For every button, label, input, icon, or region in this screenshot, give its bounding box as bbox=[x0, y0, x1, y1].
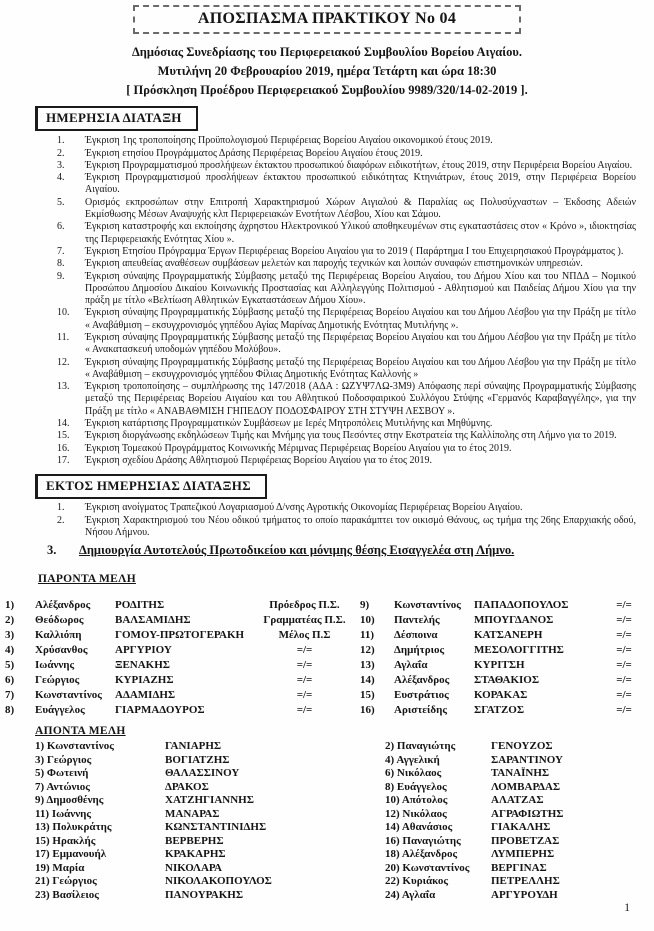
present-members-section bbox=[0, 598, 654, 718]
absent-member-first-name: Μαρία bbox=[52, 861, 85, 874]
agenda-item-text: Έγκριση σύναψης Προγραμματικής Σύμβασης μεταξύ της Περιφέρειας Βορείου Αιγαίου και του Δήμου Λέσβου για την Πράξη με τίτλο « Αναβάθμιση – εκσυγχρονισμός γηπέδου Φίλιας Δημοτικής Ενότητας Καλλονής » bbox=[85, 356, 636, 380]
absent-member-last-name: ΛΥΜΠΕΡΗΣ bbox=[491, 848, 555, 861]
absent-member-last-name: ΝΙΚΟΛΑΡΑ bbox=[165, 861, 222, 874]
extra-agenda-item-number: 1. bbox=[57, 502, 65, 514]
absent-member-number: 18) bbox=[385, 848, 400, 861]
absent-member-name bbox=[385, 848, 491, 862]
present-member-number: 16) bbox=[360, 704, 375, 717]
agenda-item-text: Ορισμός εκπροσώπων στην Επιτροπή Χαρακτηρισμού Χώρων Αιγιαλού & Παραλίας ως Πολυσύχναστων – Έκδοσης Αδειών Εκμίσθωσης Μέσων Αναψυχής κλπ Περιφερειακών Ενοτήτων Λέσβου, Χίου και Σάμου. bbox=[85, 196, 636, 221]
absent-member-last-name: ΜΑΝΑΡΑΣ bbox=[165, 807, 220, 820]
present-member-number: 9) bbox=[360, 599, 370, 612]
absent-member-name bbox=[385, 821, 491, 835]
present-member-first-name: Γεώργιος bbox=[35, 674, 80, 687]
present-member-last-name: ΑΡΓΥΡΙΟΥ bbox=[115, 644, 172, 657]
agenda-item bbox=[57, 430, 636, 442]
absent-member-first-name: Εμμανουήλ bbox=[52, 848, 107, 861]
agenda-item-number: 15. bbox=[57, 430, 70, 442]
agenda-item-text: Έγκριση τροποποίησης – συμπλήρωσης της 147/2018 (ΑΔΑ : ΩΖΥΨ7ΛΩ-3Μ9) Απόφασης περί σύναψης Προγραμματικής Σύμβασης μεταξύ της Περιφέρειας Βορείου Αιγαίου και του Αθλητικού Ποδοσφαιρικού Συλλόγου Στύψης «Γερμανός Καραβαγγέλης», για την Πράξη με τίτλο « ΑΝΑΒΑΘΜΙΣΗ ΓΗΠΕΔΟΥ ΠΟΔΟΣΦΑΙΡΟΥ ΣΤΗ ΣΤΥΨΗ ΛΕΣΒΟΥ ». bbox=[85, 381, 636, 417]
present-member-first-name: Καλλιόπη bbox=[35, 629, 82, 642]
absent-member-number: 22) bbox=[385, 875, 400, 888]
absent-members-section bbox=[0, 740, 654, 902]
absent-member-name bbox=[385, 835, 491, 849]
agenda-item-number: 12. bbox=[57, 356, 70, 368]
present-member-first-name: Αλέξανδρος bbox=[35, 599, 91, 612]
present-member-role: =/= bbox=[616, 599, 632, 612]
agenda-item bbox=[57, 197, 636, 222]
absent-member-name bbox=[385, 808, 491, 822]
present-member-role: =/= bbox=[616, 704, 632, 717]
present-member-number: 15) bbox=[360, 689, 375, 702]
agenda-item-text: Έγκριση 1ης τροποποίησης Προϋπολογισμού Περιφέρειας Βορείου Αιγαίου οικονομικού έτους 2019. bbox=[85, 135, 493, 147]
agenda-item bbox=[57, 172, 636, 197]
absent-member-first-name: Κυριάκος bbox=[402, 875, 449, 888]
absent-member-number: 15) bbox=[35, 834, 50, 847]
absent-member-number: 19) bbox=[35, 861, 50, 874]
agenda-item bbox=[57, 148, 636, 160]
present-member-first-name: Αλέξανδρος bbox=[394, 674, 450, 687]
extra-agenda-item-number: 2. bbox=[57, 514, 65, 526]
agenda-item-text: Έγκριση απευθείας αναθέσεων συμβάσεων μελετών και παροχής τεχνικών και λοιπών συναφών επιστημονικών υπηρεσιών. bbox=[85, 258, 583, 270]
present-member-last-name: ΚΥΡΙΑΖΗΣ bbox=[115, 674, 174, 687]
present-member-number: 5) bbox=[5, 659, 15, 672]
absent-member-name bbox=[385, 875, 491, 889]
present-member-last-name: ΚΟΡΑΚΑΣ bbox=[474, 689, 528, 702]
absent-members-right-column bbox=[385, 740, 645, 902]
absent-member-first-name: Νικόλαος bbox=[402, 807, 447, 820]
agenda-heading-box bbox=[35, 106, 198, 131]
absent-member-first-name: Ευάγγελος bbox=[396, 780, 447, 793]
absent-member-first-name: Παναγιώτης bbox=[396, 740, 456, 753]
absent-member-last-name: ΓΑΝΙΑΡΗΣ bbox=[165, 740, 222, 753]
absent-member-first-name: Απότολος bbox=[401, 794, 448, 807]
agenda-list bbox=[57, 135, 636, 467]
absent-member-last-name: ΒΟΓΙΑΤΖΗΣ bbox=[165, 753, 230, 766]
absent-member-first-name: Αλέξανδρος bbox=[401, 848, 458, 861]
absent-member-last-name: ΘΑΛΑΣΣΙΝΟΥ bbox=[165, 767, 240, 780]
absent-member-first-name: Αγγελική bbox=[396, 753, 440, 766]
agenda-item-number: 1. bbox=[57, 135, 65, 147]
absent-member-first-name: Ηρακλής bbox=[52, 834, 96, 847]
absent-member-name bbox=[385, 740, 491, 754]
agenda-item-number: 5. bbox=[57, 196, 65, 208]
agenda-item bbox=[57, 160, 636, 172]
agenda-item-text: Έγκριση Ετησίου Πρόγραμμα Έργων Περιφέρειας Βορείου Αιγαίου για το 2019 ( Παράρτημα Ι του Επιχειρησιακού Προγράμματος ). bbox=[85, 245, 624, 257]
present-member-number: 6) bbox=[5, 674, 15, 687]
absent-members-heading: ΑΠΟΝΤΑ ΜΕΛΗ bbox=[35, 725, 126, 738]
absent-member-name bbox=[35, 767, 165, 781]
extra-agenda-heading: ΕΚΤΟΣ ΗΜΕΡΗΣΙΑΣ ΔΙΑΤΑΞΗΣ bbox=[46, 478, 251, 494]
agenda-item-number: 16. bbox=[57, 442, 70, 454]
absent-member-first-name: Αγλαΐα bbox=[401, 888, 436, 901]
present-member-first-name: Ιωάννης bbox=[35, 659, 75, 672]
agenda-item bbox=[57, 455, 636, 467]
absent-member-first-name: Πολυκράτης bbox=[52, 821, 112, 834]
present-member-role: =/= bbox=[296, 704, 313, 717]
extra-agenda-heading-box bbox=[35, 474, 267, 499]
present-member-role: =/= bbox=[616, 644, 632, 657]
present-member-first-name: Κωνσταντίνος bbox=[394, 599, 461, 612]
absent-member-name bbox=[385, 781, 491, 795]
agenda-item-number: 11. bbox=[57, 332, 70, 343]
present-member-last-name: ΜΠΟΥΓΔΑΝΟΣ bbox=[474, 614, 554, 627]
absent-member-number: 20) bbox=[385, 861, 400, 874]
agenda-item bbox=[57, 357, 636, 382]
extra-agenda-item-number: 3. bbox=[47, 543, 57, 558]
absent-member-number: 2) bbox=[385, 740, 395, 753]
agenda-item-number: 3. bbox=[57, 159, 65, 171]
agenda-item bbox=[57, 418, 636, 430]
agenda-heading: ΗΜΕΡΗΣΙΑ ΔΙΑΤΑΞΗ bbox=[46, 110, 182, 126]
present-member-number: 11) bbox=[360, 629, 375, 642]
absent-member-last-name: ΔΡΑΚΟΣ bbox=[165, 780, 209, 793]
present-member-last-name: ΓΙΑΡΜΑΔΟΥΡΟΣ bbox=[115, 704, 205, 717]
present-member-number: 10) bbox=[360, 614, 375, 627]
agenda-item-number: 10. bbox=[57, 307, 70, 319]
absent-member-name bbox=[385, 767, 491, 781]
absent-member-last-name: ΣΑΡΑΝΤΙΝΟΥ bbox=[491, 753, 563, 766]
present-member-first-name: Κωνσταντίνος bbox=[35, 689, 102, 702]
document-title: ΑΠΟΣΠΑΣΜΑ ΠΡΑΚΤΙΚΟΥ Νο 04 bbox=[197, 10, 457, 27]
agenda-item bbox=[57, 246, 636, 258]
agenda-item-text: Έγκριση καταστροφής και εκποίησης άχρηστου Ηλεκτρονικού Υλικού αποθηκευμένων στις εγκαταστάσεις στον « Κρόνο », ιδιοκτησίας της Περιφερειακής Ενότητας Χίου ». bbox=[85, 221, 636, 245]
present-member-first-name: Ευάγγελος bbox=[35, 704, 85, 717]
agenda-item-number: 2. bbox=[57, 147, 65, 159]
absent-member-number: 1) bbox=[35, 740, 45, 753]
agenda-item bbox=[57, 135, 636, 147]
absent-member-number: 3) bbox=[35, 753, 45, 766]
absent-member-number: 17) bbox=[35, 848, 50, 861]
agenda-item-number: 9. bbox=[57, 270, 65, 282]
present-member-role: =/= bbox=[296, 659, 313, 672]
document-title-box bbox=[133, 5, 521, 34]
present-member-last-name: ΞΕΝΑΚΗΣ bbox=[115, 659, 170, 672]
subtitle-line-3: [ Πρόσκληση Προέδρου Περιφερειακού Συμβουλίου 9989/320/14-02-2019 ]. bbox=[126, 82, 528, 97]
present-member-number: 4) bbox=[5, 644, 15, 657]
present-member-role: =/= bbox=[296, 644, 313, 657]
agenda-item-number: 7. bbox=[57, 245, 65, 257]
absent-member-first-name: Βασίλειος bbox=[52, 888, 99, 901]
extra-agenda-item bbox=[57, 502, 636, 514]
absent-member-number: 12) bbox=[385, 807, 400, 820]
present-member-role: =/= bbox=[616, 614, 632, 627]
absent-member-number: 14) bbox=[385, 821, 400, 834]
absent-member-last-name: ΓΕΝΟΥΖΟΣ bbox=[491, 740, 553, 753]
agenda-item-text: Έγκριση κατάρτισης Προγραμματικών Συμβάσεων με Ιερές Μητροπόλεις Μυτιλήνης και Μηθύμνης. bbox=[85, 418, 493, 430]
absent-member-first-name: Κωνσταντίνος bbox=[402, 861, 470, 874]
absent-member-last-name: ΑΛΑΤΖΑΣ bbox=[491, 794, 544, 807]
absent-member-last-name: ΒΕΡΒΕΡΗΣ bbox=[165, 834, 224, 847]
absent-member-last-name: ΓΙΑΚΑΛΗΣ bbox=[491, 821, 551, 834]
absent-member-name bbox=[385, 889, 491, 903]
absent-members-left-column bbox=[35, 740, 350, 902]
present-members-heading: ΠΑΡΟΝΤΑ ΜΕΛΗ bbox=[38, 573, 136, 586]
present-member-role: Γραμματέας Π.Σ. bbox=[263, 614, 346, 627]
absent-member-name bbox=[35, 781, 165, 795]
agenda-item-text: Έγκριση σύναψης Προγραμματικής Σύμβασης μεταξύ της Περιφέρειας Βορείου Αιγαίου και του Δήμου Λέσβου για την Πράξη με τίτλο « Αναβάθμιση – εκσυγχρονισμός γηπέδου Αγίας Μαρίνας Δημοτικής Ενότητας Μυτιλήνης ». bbox=[85, 307, 636, 331]
present-members-left-column bbox=[5, 598, 357, 718]
present-member-last-name: ΒΑΛΣΑΜΙΔΗΣ bbox=[115, 614, 191, 627]
subtitle-line-2: Μυτιλήνη 20 Φεβρουαρίου 2019, ημέρα Τετάρτη και ώρα 18:30 bbox=[157, 63, 497, 78]
absent-member-last-name: ΠΡΟΒΕΤΖΑΣ bbox=[491, 834, 560, 847]
agenda-item-text: Έγκριση σχεδίου Δράσης Αθλητισμού Περιφέρειας Βορείου Αιγαίου για το έτος 2019. bbox=[85, 454, 432, 466]
agenda-item-number: 13. bbox=[57, 381, 70, 393]
agenda-item-text: Έγκριση Προγραμματισμού προσλήψεων έκτακτου προσωπικού διαφόρων ειδικοτήτων, έτους 2019, στην Περιφέρεια Βορείου Αιγαίου. bbox=[85, 159, 633, 171]
agenda-item bbox=[57, 221, 636, 246]
absent-member-last-name: ΝΙΚΟΛΑΚΟΠΟΥΛΟΣ bbox=[165, 875, 272, 888]
agenda-item-text: Έγκριση σύναψης Προγραμματικής Σύμβασης μεταξύ της Περιφέρειας Βορείου Αιγαίου, του Δήμου Χίου και του ΝΠΔΔ – Νομικού Προσώπου Δημοσίου Δικαίου Κοινωνικής Προστασίας και Αλληλεγγύης Πολιτισμού - Αθλητισμού και Παιδείας Δήμου Χίου για την πράξη με τίτλο «Βελτίωση Αθλητικών Εγκαταστάσεων Δήμου Χίου». bbox=[85, 270, 636, 307]
absent-member-number: 23) bbox=[35, 888, 50, 901]
agenda-item bbox=[57, 271, 636, 308]
absent-member-last-name: ΚΡΑΚΑΡΗΣ bbox=[165, 848, 226, 861]
absent-member-number: 11) bbox=[35, 807, 50, 820]
present-member-number: 13) bbox=[360, 659, 375, 672]
present-member-role: =/= bbox=[616, 659, 632, 672]
page-number: 1 bbox=[624, 902, 630, 914]
absent-member-last-name: ΠΕΤΡΕΛΛΗΣ bbox=[491, 875, 560, 888]
absent-member-name bbox=[35, 794, 165, 808]
absent-member-first-name: Κωνσταντίνος bbox=[46, 740, 114, 753]
absent-member-name bbox=[35, 821, 165, 835]
agenda-item-text: Έγκριση διοργάνωσης εκδηλώσεων Τιμής και Μνήμης για τους Πεσόντες στην Εκστρατεία της Καλλίπολης στη Λήμνο για το 2019. bbox=[85, 430, 617, 442]
absent-member-name bbox=[35, 875, 165, 889]
present-member-last-name: ΚΑΤΣΑΝΕΡΗ bbox=[474, 629, 543, 642]
absent-member-number: 10) bbox=[385, 794, 400, 807]
absent-member-first-name: Παναγιώτης bbox=[402, 834, 461, 847]
present-member-number: 2) bbox=[5, 614, 15, 627]
absent-member-name bbox=[35, 862, 165, 876]
absent-member-name bbox=[385, 862, 491, 876]
absent-member-name bbox=[35, 808, 165, 822]
absent-member-name bbox=[35, 889, 165, 903]
absent-member-number: 5) bbox=[35, 767, 45, 780]
present-member-last-name: ΡΟΔΙΤΗΣ bbox=[115, 599, 165, 612]
absent-member-name bbox=[385, 794, 491, 808]
absent-member-first-name: Γεώργιος bbox=[46, 753, 92, 766]
agenda-item-number: 14. bbox=[57, 418, 70, 430]
extra-agenda-item-text: Δημιουργία Αυτοτελούς Πρωτοδικείου και μόνιμης θέσης Εισαγγελέα στη Λήμνο. bbox=[79, 543, 515, 558]
absent-member-number: 13) bbox=[35, 821, 50, 834]
present-member-last-name: ΓΟΜΟΥ-ΠΡΩΤΟΓΕΡΑΚΗ bbox=[115, 629, 245, 642]
absent-member-number: 24) bbox=[385, 888, 400, 901]
absent-member-name bbox=[35, 754, 165, 768]
present-member-role: Μέλος Π.Σ bbox=[278, 629, 331, 642]
present-member-last-name: ΠΑΠΑΔΟΠΟΥΛΟΣ bbox=[474, 599, 569, 612]
extra-agenda-item-text: Έγκριση ανοίγματος Τραπεζικού Λογαριασμού Δ/νσης Αγροτικής Οικονομίας Περιφέρειας Βορείου Αιγαίου. bbox=[85, 502, 523, 514]
absent-member-first-name: Αντώνιος bbox=[46, 780, 90, 793]
absent-member-last-name: ΛΟΜΒΑΡΔΑΣ bbox=[491, 780, 561, 793]
agenda-item-text: Έγκριση ετησίου Προγράμματος Δράσης Περιφέρειας Βορείου Αιγαίου έτους 2019. bbox=[85, 147, 423, 159]
absent-member-number: 6) bbox=[385, 767, 395, 780]
present-member-last-name: ΑΔΑΜΙΔΗΣ bbox=[115, 689, 176, 702]
absent-member-number: 8) bbox=[385, 780, 395, 793]
present-member-first-name: Αγλαΐα bbox=[394, 659, 428, 672]
extra-agenda-item-text: Έγκριση Χαρακτηρισμού του Νέου οδικού τμήματος το οποίο παρακάμπτει τον οικισμό Θάνους, ως τμήμα της 26ης Επαρχιακής οδού, Νήσου Λήμνου. bbox=[85, 514, 636, 538]
extra-agenda-list bbox=[47, 502, 636, 558]
agenda-item-number: 4. bbox=[57, 172, 65, 184]
present-member-first-name: Παντελής bbox=[394, 614, 440, 627]
absent-member-last-name: ΒΕΡΓΙΝΑΣ bbox=[491, 861, 547, 874]
absent-member-name bbox=[35, 740, 165, 754]
present-member-last-name: ΚΥΡΙΤΣΗ bbox=[474, 659, 525, 672]
present-member-last-name: ΣΤΑΘΑΚΙΟΣ bbox=[474, 674, 540, 687]
present-member-number: 8) bbox=[5, 704, 15, 717]
present-member-number: 1) bbox=[5, 599, 15, 612]
absent-member-name bbox=[35, 835, 165, 849]
absent-member-number: 9) bbox=[35, 794, 45, 807]
agenda-item bbox=[57, 443, 636, 455]
absent-member-first-name: Νικόλαος bbox=[396, 767, 442, 780]
absent-member-last-name: ΧΑΤΖΗΓΙΑΝΝΗΣ bbox=[165, 794, 254, 807]
absent-member-name bbox=[385, 754, 491, 768]
present-members-right-column bbox=[360, 598, 650, 718]
absent-member-number: 21) bbox=[35, 875, 50, 888]
subtitle-line-1: Δημόσιας Συνεδρίασης του Περιφερειακού Συμβουλίου Βορείου Αιγαίου. bbox=[131, 45, 523, 59]
present-member-last-name: ΜΕΣΟΛΟΓΓΙΤΗΣ bbox=[474, 644, 564, 657]
absent-member-name bbox=[35, 848, 165, 862]
absent-member-number: 4) bbox=[385, 753, 395, 766]
present-member-first-name: Δημήτριος bbox=[394, 644, 445, 657]
present-member-first-name: Ευστράτιος bbox=[394, 689, 449, 702]
agenda-item-number: 8. bbox=[57, 258, 65, 270]
absent-member-last-name: ΠΑΝΟΥΡΑΚΗΣ bbox=[165, 888, 244, 901]
present-member-role: Πρόεδρος Π.Σ. bbox=[269, 599, 340, 612]
present-member-role: =/= bbox=[616, 629, 632, 642]
present-member-role: =/= bbox=[616, 689, 632, 702]
absent-member-last-name: ΑΡΓΥΡΟΥΔΗ bbox=[491, 888, 558, 901]
present-member-first-name: Αριστείδης bbox=[394, 704, 448, 717]
present-member-number: 14) bbox=[360, 674, 375, 687]
absent-member-last-name: ΚΩΝΣΤΑΝΤΙΝΙΔΗΣ bbox=[165, 821, 267, 834]
present-member-number: 3) bbox=[5, 629, 15, 642]
agenda-item bbox=[57, 258, 636, 270]
extra-agenda-item bbox=[57, 515, 636, 540]
absent-member-first-name: Δημοσθένης bbox=[46, 794, 104, 807]
absent-member-last-name: ΑΓΡΑΦΙΩΤΗΣ bbox=[491, 807, 564, 820]
absent-member-first-name: Αθανάσιος bbox=[401, 821, 453, 834]
agenda-item-text: Έγκριση σύναψης Προγραμματικής Σύμβασης μεταξύ της Περιφέρειας Βορείου Αιγαίου και του Δήμου Λέσβου για την Πράξη με τίτλο « Ανακατασκευή υποδομών γηπέδου Μολύβου». bbox=[85, 332, 636, 356]
absent-member-number: 16) bbox=[385, 834, 400, 847]
present-member-number: 12) bbox=[360, 644, 375, 657]
document-subtitle bbox=[0, 43, 654, 99]
absent-member-first-name: Γεώργιος bbox=[52, 875, 97, 888]
agenda-item bbox=[57, 381, 636, 418]
present-member-first-name: Δέσποινα bbox=[394, 629, 438, 642]
present-member-role: =/= bbox=[296, 689, 313, 702]
present-member-first-name: Θεόδωρος bbox=[35, 614, 84, 627]
present-member-first-name: Χρύσανθος bbox=[35, 644, 88, 657]
agenda-item-text: Έγκριση Προγραμματισμού προσλήψεων έκτακτου προσωπικού ειδικότητας Κτηνιάτρων, έτους 2019, στην Περιφέρεια Βορείου Αιγαίου. bbox=[85, 172, 636, 196]
present-member-role: =/= bbox=[296, 674, 313, 687]
agenda-item bbox=[57, 307, 636, 332]
absent-member-first-name: Ιωάννης bbox=[51, 807, 91, 820]
agenda-item bbox=[57, 332, 636, 357]
absent-member-last-name: ΤΑΝΑΪΝΗΣ bbox=[491, 767, 550, 780]
present-member-last-name: ΣΓΑΤΖΟΣ bbox=[474, 704, 525, 717]
absent-member-number: 7) bbox=[35, 780, 45, 793]
extra-agenda-item bbox=[47, 542, 636, 558]
agenda-item-number: 6. bbox=[57, 221, 65, 233]
agenda-item-number: 17. bbox=[57, 454, 70, 466]
present-member-number: 7) bbox=[5, 689, 15, 702]
agenda-item-text: Έγκριση Τομεακού Προγράμματος Κοινωνικής Μέριμνας Περιφέρειας Βορείου Αιγαίου για το έτος 2019. bbox=[85, 442, 512, 454]
absent-member-first-name: Φωτεινή bbox=[46, 767, 89, 780]
present-member-role: =/= bbox=[616, 674, 632, 687]
